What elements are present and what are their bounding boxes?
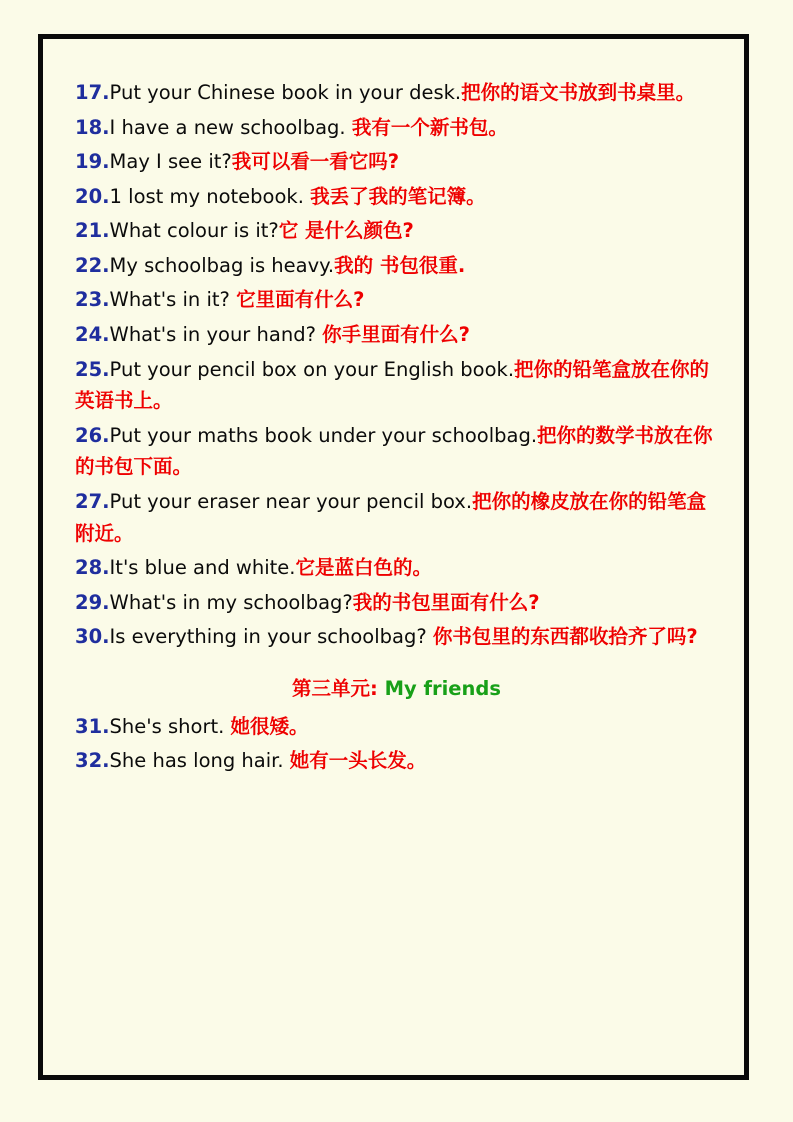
sentence-line [75, 284, 718, 316]
sentence-chinese: 我丢了我的笔记簿。 [310, 184, 486, 208]
sentence-english: Put your Chinese book in your desk. [109, 81, 462, 104]
sentence-line [75, 486, 718, 549]
sentence-number: 19. [75, 150, 110, 174]
document-content [43, 39, 744, 790]
sentence-english: Put your maths book under your schoolbag. [109, 423, 538, 447]
sentence-line [75, 77, 718, 109]
sentence-line [75, 711, 718, 743]
sentence-number: 24. [75, 323, 110, 347]
sentence-line [75, 215, 718, 247]
sentence-chinese: 把你的橡皮放在你的铅笔盒附近。 [75, 489, 707, 545]
sentence-chinese: 她很矮。 [230, 714, 309, 738]
sentence-list-bottom [75, 711, 718, 777]
sentence-line [75, 354, 718, 417]
sentence-english: She's short. [109, 714, 231, 738]
sentence-english: It's blue and white. [109, 556, 296, 580]
sentence-chinese: 你手里面有什么? [322, 323, 470, 347]
sentence-chinese: 我的 书包很重. [334, 253, 466, 277]
sentence-english: May I see it? [109, 150, 232, 174]
sentence-chinese: 她有一头长发。 [289, 749, 427, 773]
sentence-line [75, 181, 718, 213]
sentence-number: 30. [75, 625, 110, 649]
sentence-english: What colour is it? [109, 219, 279, 243]
sentence-line [75, 552, 718, 584]
sentence-chinese: 我的书包里面有什么? [352, 590, 540, 614]
sentence-line [75, 112, 718, 144]
sentence-list-top [75, 77, 718, 653]
sentence-line [75, 587, 718, 619]
sentence-chinese: 它 是什么颜色? [278, 219, 414, 243]
sentence-number: 26. [75, 423, 110, 447]
sentence-number: 27. [75, 489, 110, 513]
sentence-english: What's in it? [109, 288, 237, 312]
sentence-chinese: 把你的语文书放到书桌里。 [461, 81, 696, 104]
sentence-number: 23. [75, 288, 110, 312]
sentence-line [75, 745, 718, 777]
sentence-chinese: 把你的数学书放在你的书包下面。 [75, 423, 713, 479]
sentence-english: 1 lost my notebook. [109, 184, 311, 208]
section-heading [75, 673, 718, 701]
sentence-number: 31. [75, 714, 110, 738]
sentence-chinese: 它里面有什么? [236, 288, 365, 312]
sentence-number: 21. [75, 219, 110, 243]
sentence-chinese: 把你的铅笔盒放在你的英语书上。 [75, 357, 710, 413]
sentence-english: I have a new schoolbag. [109, 115, 352, 139]
sentence-chinese: 它是蓝白色的。 [295, 556, 432, 580]
sentence-line [75, 250, 718, 282]
sentence-english: My schoolbag is heavy. [109, 253, 335, 277]
sentence-line [75, 621, 718, 653]
sentence-number: 29. [75, 590, 110, 614]
sentence-line [75, 319, 718, 351]
sentence-number: 17. [75, 81, 110, 104]
sentence-english: Is everything in your schoolbag? [109, 625, 433, 649]
section-heading-chinese: 第三单元: [292, 676, 378, 700]
sentence-english: What's in my schoolbag? [109, 590, 353, 614]
sentence-english: Put your pencil box on your English book. [109, 357, 515, 381]
sentence-number: 20. [75, 184, 110, 208]
sentence-chinese: 我可以看一看它吗? [231, 150, 400, 174]
sentence-english: She has long hair. [109, 749, 290, 773]
sentence-english: What's in your hand? [109, 323, 323, 347]
sentence-number: 18. [75, 115, 110, 139]
sentence-number: 28. [75, 556, 110, 580]
sentence-chinese: 我有一个新书包。 [351, 115, 508, 139]
sentence-number: 32. [75, 749, 110, 773]
section-heading-english: My friends [377, 676, 501, 700]
sentence-chinese: 你书包里的东西都收拾齐了吗? [432, 625, 698, 649]
sentence-number: 22. [75, 253, 110, 277]
sentence-line [75, 420, 718, 483]
sentence-line [75, 146, 718, 178]
sentence-number: 25. [75, 357, 110, 381]
document-page [38, 34, 749, 1080]
sentence-english: Put your eraser near your pencil box. [109, 489, 473, 513]
